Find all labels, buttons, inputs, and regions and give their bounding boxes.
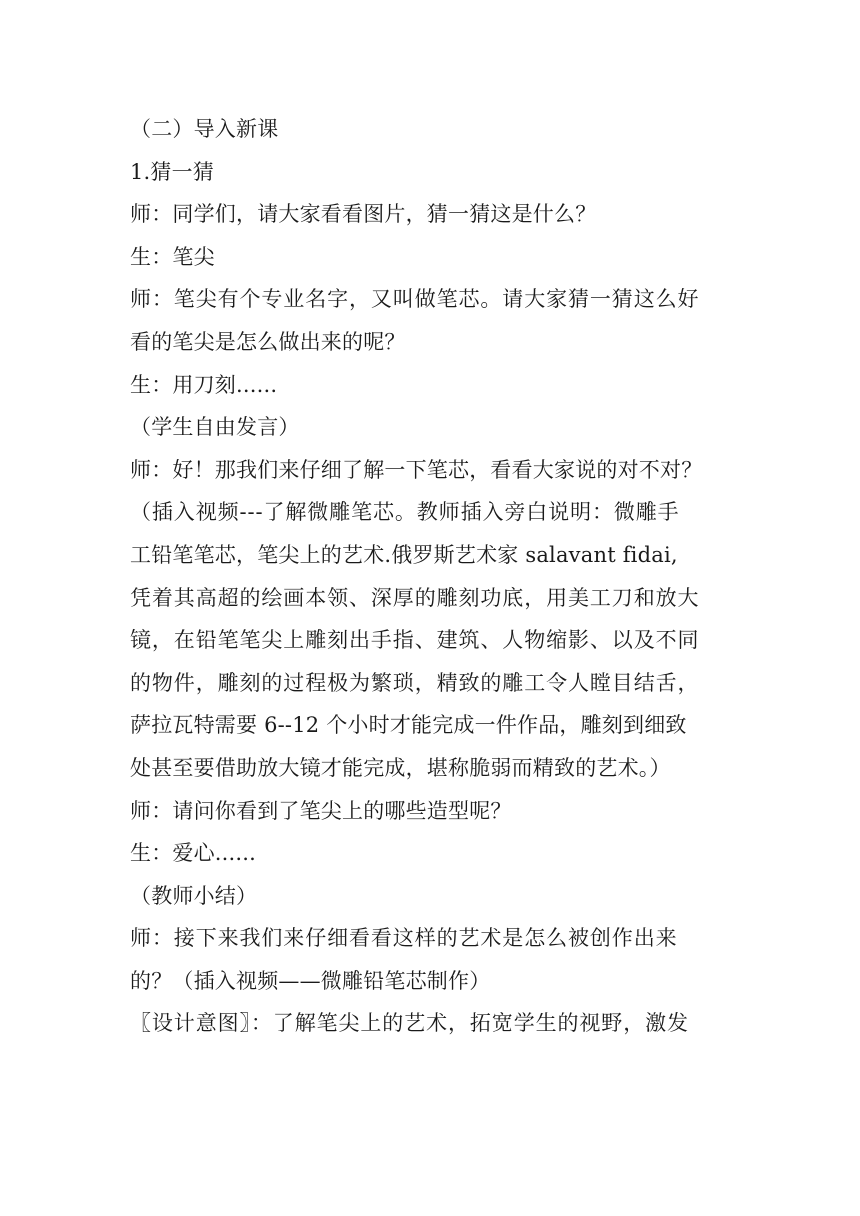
narration-line: （插入视频---了解微雕笔芯。教师插入旁白说明：微雕手 bbox=[130, 500, 680, 525]
design-intent-line: 〖设计意图〗：了解笔尖上的艺术，拓宽学生的视野，激发 bbox=[130, 1011, 689, 1036]
stage-note: （学生自由发言） bbox=[130, 415, 300, 440]
narration-line: 工铅笔笔芯，笔尖上的艺术.俄罗斯艺术家 salavant fidai, bbox=[130, 542, 678, 567]
stage-note: （教师小结） bbox=[130, 883, 258, 908]
section-heading: （二）导入新课 bbox=[130, 117, 279, 141]
subsection-heading: 1.猜一猜 bbox=[130, 159, 215, 184]
dialogue-line: 生：爱心...... bbox=[130, 841, 257, 866]
dialogue-line: 师：同学们，请大家看看图片，猜一猜这是什么？ bbox=[130, 202, 597, 227]
dialogue-line: 师：请问你看到了笔尖上的哪些造型呢？ bbox=[130, 798, 512, 823]
narration-line: 处甚至要借助放大镜才能完成，堪称脆弱而精致的艺术。） bbox=[130, 755, 671, 780]
dialogue-line: 生：用刀刻...... bbox=[130, 372, 278, 397]
narration-line: 的物件，雕刻的过程极为繁琐，精致的雕工令人瞠目结舌， bbox=[130, 670, 700, 695]
dialogue-line: 师：笔尖有个专业名字，又叫做笔芯。请大家猜一猜这么好 bbox=[130, 287, 700, 312]
dialogue-line: 的？（插入视频——微雕铅笔芯制作） bbox=[130, 968, 491, 993]
document-body bbox=[130, 108, 740, 1045]
dialogue-line: 生：笔尖 bbox=[130, 244, 215, 269]
dialogue-line: 师：接下来我们来仔细看看这样的艺术是怎么被创作出来 bbox=[130, 926, 678, 951]
dialogue-line: 师：好！那我们来仔细了解一下笔芯，看看大家说的对不对？ bbox=[130, 457, 703, 482]
dialogue-line: 看的笔尖是怎么做出来的呢？ bbox=[130, 329, 406, 354]
narration-line: 萨拉瓦特需要 6--12 个小时才能完成一件作品，雕刻到细致 bbox=[130, 713, 687, 738]
narration-line: 凭着其高超的绘画本领、深厚的雕刻功底，用美工刀和放大 bbox=[130, 585, 700, 610]
narration-line: 镜，在铅笔笔尖上雕刻出手指、建筑、人物缩影、以及不同 bbox=[130, 628, 700, 653]
